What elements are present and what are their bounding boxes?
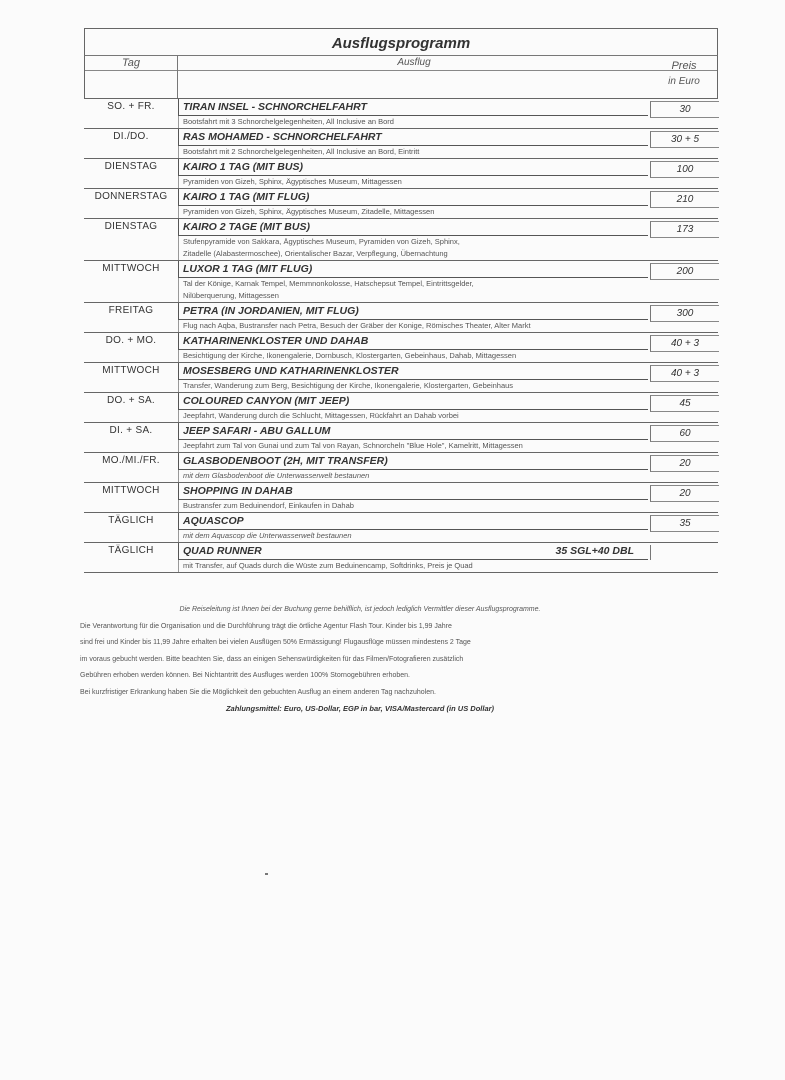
table-row — [84, 189, 718, 219]
note-line: Die Reiseleitung ist Ihnen bei der Buchung gerne behilflich, ist jedoch lediglich Vermittler dieser Ausflugsprogramme. — [179, 606, 541, 613]
excursion-extra-price: 35 SGL+40 DBL — [555, 545, 634, 557]
table-row — [84, 513, 718, 543]
excursion-name — [178, 261, 648, 278]
excursion-description: Bustransfer zum Beduinendorf, Einkaufen in Dahab — [178, 500, 648, 512]
excursion-description: mit Transfer, auf Quads durch die Wüste zum Beduinencamp, Softdrinks, Preis je Quad — [178, 560, 648, 572]
excursion-price: 173 — [650, 221, 719, 238]
row-day: SO. + FR. — [107, 101, 155, 112]
table-row — [84, 363, 718, 393]
scan-speck — [265, 873, 268, 875]
row-day: DI. + SA. — [109, 425, 153, 436]
excursion-name-text: QUAD RUNNER — [183, 545, 262, 557]
excursion-price: 100 — [650, 161, 719, 178]
row-excursion — [178, 189, 648, 218]
row-day: DI./DO. — [113, 131, 149, 142]
excursion-price: 40 + 3 — [650, 365, 719, 382]
row-day: MITTWOCH — [102, 263, 160, 274]
row-excursion — [178, 303, 648, 332]
excursion-name — [178, 363, 648, 380]
excursion-price: 45 — [650, 395, 719, 412]
table-row — [84, 99, 718, 129]
table-header — [84, 55, 718, 99]
excursion-name-text: MOSESBERG UND KATHARINENKLOSTER — [183, 365, 399, 377]
excursion-name-text: COLOURED CANYON (MIT JEEP) — [183, 395, 350, 407]
note-line: im voraus gebucht werden. Bitte beachten Sie, dass an einigen Sehenswürdigkeiten für das Filmen/Fotografieren zusätzlich — [80, 655, 464, 663]
row-excursion — [178, 129, 648, 158]
excursion-price: 210 — [650, 191, 719, 208]
excursion-description: Nilüberquerung, Mittagessen — [178, 290, 648, 302]
row-day: DO. + MO. — [105, 335, 157, 346]
excursion-name — [178, 453, 648, 470]
notes — [80, 602, 640, 718]
excursion-name-text: TIRAN INSEL - SCHNORCHELFAHRT — [183, 101, 367, 113]
excursion-name-text: KAIRO 1 TAG (MIT FLUG) — [183, 191, 310, 203]
header-preis-unit: in Euro — [668, 76, 700, 87]
note-line: Gebühren erhoben werden können. Bei Nichtantritt des Ausfluges werden 100% Stornogebühren erhoben. — [80, 672, 411, 679]
table-row — [84, 159, 718, 189]
excursion-name-text: KATHARINENKLOSTER UND DAHAB — [183, 335, 369, 347]
header-preis: Preis — [671, 60, 697, 72]
excursion-name-text: KAIRO 2 TAGE (MIT BUS) — [183, 221, 310, 233]
excursion-description: Transfer, Wanderung zum Berg, Besichtigung der Kirche, Ikonengalerie, Klostergarten, Gebeinhaus — [178, 380, 648, 392]
row-day: DO. + SA. — [107, 395, 155, 406]
table-row — [84, 261, 718, 303]
row-excursion — [178, 333, 648, 362]
table-row — [84, 543, 718, 573]
table-row — [84, 129, 718, 159]
excursion-name-text: KAIRO 1 TAG (MIT BUS) — [183, 161, 303, 173]
excursion-description: Pyramiden von Gizeh, Sphinx, Ägyptisches Museum, Mittagessen — [178, 176, 648, 188]
row-excursion — [178, 159, 648, 188]
row-excursion — [178, 261, 648, 302]
excursion-description: Stufenpyramide von Sakkara, Ägyptisches Museum, Pyramiden von Gizeh, Sphinx, — [178, 236, 648, 248]
row-day: TÄGLICH — [108, 515, 154, 526]
excursion-description: mit dem Aquascop die Unterwasserwelt bestaunen — [178, 530, 648, 542]
excursion-price: 30 + 5 — [650, 131, 719, 148]
excursion-name — [178, 303, 648, 320]
table-row — [84, 333, 718, 363]
table-row — [84, 303, 718, 333]
table-row — [84, 219, 718, 261]
row-day: MO./MI./FR. — [102, 455, 160, 466]
excursion-description: Zitadelle (Alabastermoschee), Orientalischer Bazar, Verpflegung, Übernachtung — [178, 248, 648, 260]
table-row — [84, 453, 718, 483]
row-excursion — [178, 219, 648, 260]
row-day: MITTWOCH — [102, 485, 160, 496]
excursion-name — [178, 99, 648, 116]
row-excursion — [178, 363, 648, 392]
excursion-description: Bootsfahrt mit 3 Schnorchelgelegenheiten, All Inclusive an Bord — [178, 116, 648, 128]
excursion-price: 200 — [650, 263, 719, 280]
excursion-description: mit dem Glasbodenboot die Unterwasserwelt bestaunen — [178, 470, 648, 482]
excursion-name — [178, 333, 648, 350]
excursion-name — [178, 513, 648, 530]
excursion-name-text: AQUASCOP — [183, 515, 244, 527]
excursion-name-text: LUXOR 1 TAG (MIT FLUG) — [183, 263, 313, 275]
excursion-price — [650, 545, 719, 560]
excursion-price: 20 — [650, 485, 719, 502]
excursion-name — [178, 219, 648, 236]
excursion-name-text: GLASBODENBOOT (2H, MIT TRANSFER) — [183, 455, 388, 467]
row-excursion — [178, 483, 648, 512]
row-day: DIENSTAG — [104, 221, 158, 232]
excursion-description: Jeepfahrt zum Tal von Gunai und zum Tal von Rayan, Schnorcheln "Blue Hole", Kamelritt, Mittagessen — [178, 440, 648, 452]
row-day: MITTWOCH — [102, 365, 160, 376]
excursion-name — [178, 159, 648, 176]
excursion-sheet — [84, 28, 718, 573]
payment-methods: Zahlungsmittel: Euro, US-Dollar, EGP in bar, VISA/Mastercard (in US Dollar) — [225, 704, 495, 713]
excursion-name — [178, 543, 648, 560]
note-line: Die Verantwortung für die Organisation und die Durchführung trägt die örtliche Agentur Flash Tour. Kinder bis 1,99 Jahre — [80, 622, 452, 630]
excursion-name-text: RAS MOHAMED - SCHNORCHELFAHRT — [183, 131, 382, 143]
row-excursion — [178, 423, 648, 452]
excursion-name — [178, 483, 648, 500]
header-ausflug: Ausflug — [177, 56, 650, 98]
row-day: DONNERSTAG — [94, 191, 168, 202]
excursion-name — [178, 423, 648, 440]
excursion-name-text: JEEP SAFARI - ABU GALLUM — [183, 425, 331, 437]
excursion-name-text: SHOPPING IN DAHAB — [183, 485, 293, 497]
excursion-name — [178, 129, 648, 146]
excursion-description: Pyramiden von Gizeh, Sphinx, Ägyptisches Museum, Zitadelle, Mittagessen — [178, 206, 648, 218]
row-day: TÄGLICH — [108, 545, 154, 556]
table-row — [84, 483, 718, 513]
excursion-description: Jeepfahrt, Wanderung durch die Schlucht, Mittagessen, Rückfahrt an Dahab vorbei — [178, 410, 648, 422]
row-excursion — [178, 99, 648, 128]
excursion-name-text: PETRA (IN JORDANIEN, MIT FLUG) — [183, 305, 359, 317]
row-day: FREITAG — [108, 305, 154, 316]
excursion-price: 35 — [650, 515, 719, 532]
row-day: DIENSTAG — [104, 161, 158, 172]
excursion-price: 60 — [650, 425, 719, 442]
excursion-description: Bootsfahrt mit 2 Schnorchelgelegenheiten, All Inclusive an Bord, Eintritt — [178, 146, 648, 158]
excursion-price: 40 + 3 — [650, 335, 719, 352]
excursion-table — [84, 99, 718, 573]
excursion-price: 20 — [650, 455, 719, 472]
excursion-description: Tal der Könige, Karnak Tempel, Memmnonkolosse, Hatschepsut Tempel, Eintrittsgelder, — [178, 278, 648, 290]
table-row — [84, 423, 718, 453]
excursion-name — [178, 393, 648, 410]
row-excursion — [178, 393, 648, 422]
row-excursion — [178, 543, 648, 572]
note-line: sind frei und Kinder bis 11,99 Jahre erhalten bei vielen Ausflügen 50% Ermässigung! Flugausflüge müssen mindestens 2 Tage — [80, 639, 471, 646]
excursion-price: 30 — [650, 101, 719, 118]
page-title: Ausflugsprogramm — [84, 28, 718, 55]
excursion-description: Besichtigung der Kirche, Ikonengalerie, Dornbusch, Klostergarten, Gebeinhaus, Dahab, Mittagessen — [178, 350, 648, 362]
excursion-name — [178, 189, 648, 206]
excursion-price: 300 — [650, 305, 719, 322]
note-line: Bei kurzfristiger Erkrankung haben Sie die Möglichkeit den gebuchten Ausflug an einem anderen Tag nachzuholen. — [80, 688, 436, 696]
header-tag: Tag — [122, 57, 140, 69]
table-row — [84, 393, 718, 423]
row-excursion — [178, 453, 648, 482]
excursion-description: Flug nach Aqba, Bustransfer nach Petra, Besuch der Gräber der Konige, Römisches Theater, Alter Markt — [178, 320, 648, 332]
row-excursion — [178, 513, 648, 542]
